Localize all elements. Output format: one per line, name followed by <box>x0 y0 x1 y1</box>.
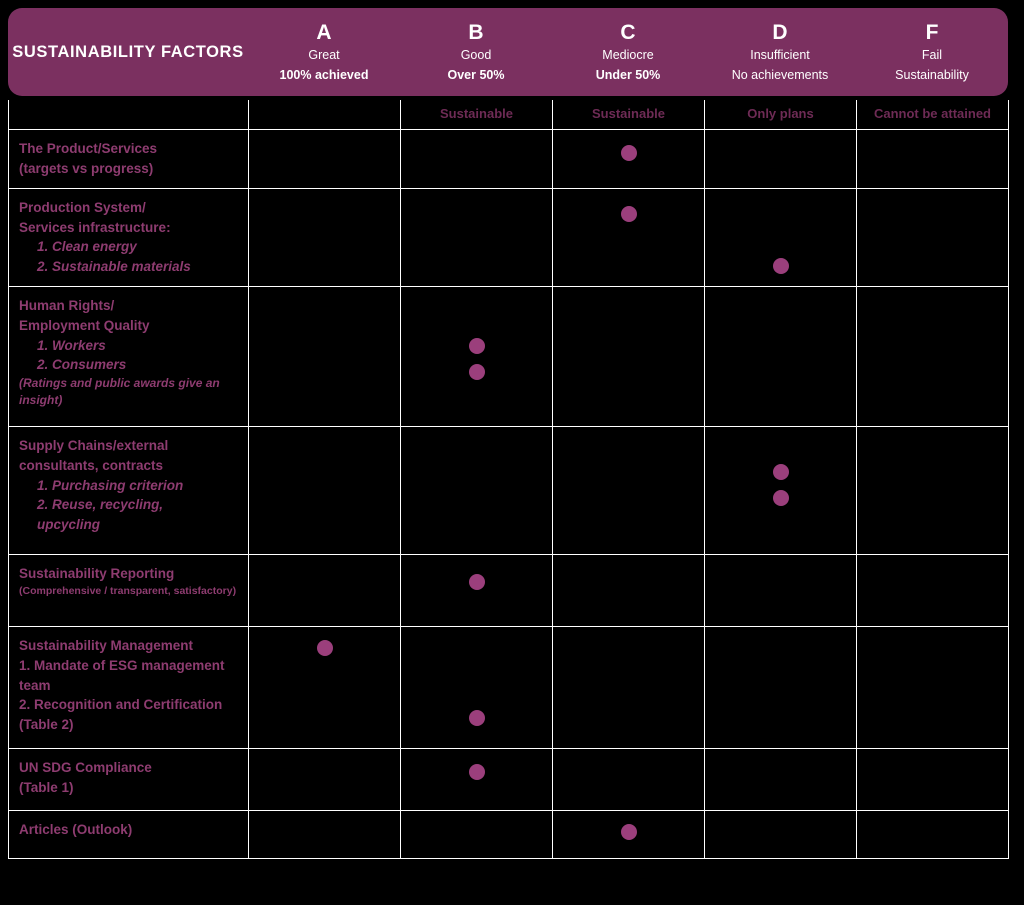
cell-production-system-d[interactable] <box>705 189 857 287</box>
cell-content <box>249 427 400 447</box>
grade-label-c: C <box>620 21 636 45</box>
cell-sustainability-management-c[interactable] <box>553 627 705 749</box>
rating-slot <box>401 569 552 595</box>
cell-content <box>249 189 400 209</box>
subheader-row <box>9 100 1009 130</box>
rating-dot <box>469 764 485 780</box>
rating-slot <box>705 485 856 511</box>
cell-production-system-a[interactable] <box>249 189 401 287</box>
cell-content <box>401 287 552 385</box>
grade-word-d: Insufficient <box>750 48 810 63</box>
cell-product-services-b[interactable] <box>401 130 553 189</box>
header-column-a <box>248 8 400 96</box>
rating-dot <box>317 640 333 656</box>
cell-sustainability-management-f[interactable] <box>857 627 1009 749</box>
cell-content <box>553 287 704 307</box>
table-row <box>9 189 1009 287</box>
subheader-label: Sustainable <box>592 106 665 121</box>
cell-content <box>401 427 552 447</box>
row-label-text: Human Rights/ Employment Quality 1. Workers 2. Consumers (Ratings and public awards give an insight) <box>19 298 220 408</box>
cell-content <box>401 130 552 150</box>
rating-dot <box>469 338 485 354</box>
cell-content <box>553 749 704 769</box>
cell-content <box>553 627 704 647</box>
cell-content <box>401 811 552 831</box>
cell-content <box>857 555 1008 575</box>
grade-word-f: Fail <box>921 48 943 63</box>
grade-desc-a: 100% achieved <box>279 67 369 82</box>
cell-content <box>249 627 400 661</box>
cell-content <box>553 189 704 227</box>
rating-dot <box>621 206 637 222</box>
cell-product-services-d[interactable] <box>705 130 857 189</box>
cell-production-system-b[interactable] <box>401 189 553 287</box>
cell-articles-outlook-c[interactable] <box>553 811 705 859</box>
cell-sustainability-reporting-a[interactable] <box>249 555 401 627</box>
subheader-cell-f <box>857 100 1009 130</box>
cell-articles-outlook-a[interactable] <box>249 811 401 859</box>
grade-label-f: F <box>925 21 939 45</box>
grade-word-b: Good <box>460 48 492 63</box>
rating-dot <box>469 574 485 590</box>
cell-supply-chains-f[interactable] <box>857 427 1009 555</box>
rating-dot <box>469 364 485 380</box>
subheader-cell-d <box>705 100 857 130</box>
grade-desc-c: Under 50% <box>595 67 661 82</box>
cell-sustainability-reporting-f[interactable] <box>857 555 1009 627</box>
cell-human-rights-f[interactable] <box>857 287 1009 427</box>
cell-articles-outlook-b[interactable] <box>401 811 553 859</box>
table-row <box>9 627 1009 749</box>
table-row <box>9 130 1009 189</box>
header-column-c <box>552 8 704 96</box>
row-label-text: The Product/Services (targets vs progress) <box>19 141 158 176</box>
row-label-text: Production System/ Services infrastructure: 1. Clean energy 2. Sustainable materials <box>19 200 191 274</box>
row-label-supply-chains <box>9 427 249 555</box>
rating-slot <box>401 759 552 785</box>
cell-content <box>401 627 552 731</box>
subheader-blank <box>9 100 249 130</box>
rating-slot <box>553 140 704 166</box>
cell-product-services-f[interactable] <box>857 130 1009 189</box>
row-label-human-rights <box>9 287 249 427</box>
cell-product-services-a[interactable] <box>249 130 401 189</box>
cell-supply-chains-d[interactable] <box>705 427 857 555</box>
cell-content <box>249 811 400 831</box>
row-label-text: Articles (Outlook) <box>19 822 133 838</box>
cell-content <box>553 130 704 166</box>
cell-sustainability-reporting-c[interactable] <box>553 555 705 627</box>
cell-human-rights-a[interactable] <box>249 287 401 427</box>
cell-sustainability-management-b[interactable] <box>401 627 553 749</box>
cell-content <box>401 189 552 209</box>
subheader-label: Only plans <box>747 106 814 121</box>
rating-slot <box>705 253 856 279</box>
subheader-cell-b <box>401 100 553 130</box>
row-label-text: Sustainability Management 1. Mandate of ESG management team 2. Recognition and Certification (Table 2) <box>19 638 225 732</box>
table-row <box>9 811 1009 859</box>
cell-content <box>705 749 856 769</box>
cell-content <box>857 811 1008 831</box>
cell-content <box>705 627 856 647</box>
rating-slot <box>553 201 704 227</box>
rating-slot <box>401 679 552 705</box>
grade-label-b: B <box>468 21 484 45</box>
header-column-f <box>856 8 1008 96</box>
cell-production-system-f[interactable] <box>857 189 1009 287</box>
cell-articles-outlook-d[interactable] <box>705 811 857 859</box>
cell-un-sdg-compliance-f[interactable] <box>857 749 1009 811</box>
cell-content <box>249 749 400 769</box>
rating-dot <box>469 710 485 726</box>
cell-sustainability-management-d[interactable] <box>705 627 857 749</box>
table-row <box>9 287 1009 427</box>
cell-content <box>249 555 400 575</box>
grade-desc-f: Sustainability <box>895 67 969 82</box>
grade-word-c: Mediocre <box>602 48 654 63</box>
rating-dot <box>621 145 637 161</box>
cell-content <box>705 555 856 575</box>
cell-human-rights-d[interactable] <box>705 287 857 427</box>
row-label-text: Sustainability Reporting (Comprehensive / transparent, satisfactory) <box>19 566 237 597</box>
cell-content <box>705 811 856 831</box>
cell-content <box>857 627 1008 647</box>
table-header <box>8 8 1008 96</box>
cell-content <box>401 749 552 785</box>
row-label-production-system <box>9 189 249 287</box>
subheader-label: Sustainable <box>440 106 513 121</box>
rating-dot <box>773 464 789 480</box>
row-label-sustainability-reporting <box>9 555 249 627</box>
rating-slot <box>401 359 552 385</box>
cell-human-rights-b[interactable] <box>401 287 553 427</box>
cell-content <box>249 287 400 307</box>
grade-desc-d: No achievements <box>731 67 829 82</box>
subheader-cell-c <box>553 100 705 130</box>
cell-supply-chains-a[interactable] <box>249 427 401 555</box>
cell-content <box>857 749 1008 769</box>
cell-un-sdg-compliance-a[interactable] <box>249 749 401 811</box>
header-column-d <box>704 8 856 96</box>
cell-content <box>705 287 856 307</box>
matrix-table <box>8 100 1009 859</box>
rating-slot <box>401 705 552 731</box>
table-row <box>9 555 1009 627</box>
cell-content <box>553 427 704 447</box>
cell-un-sdg-compliance-c[interactable] <box>553 749 705 811</box>
row-label-text: UN SDG Compliance (Table 1) <box>19 760 152 795</box>
cell-content <box>857 189 1008 209</box>
row-label-sustainability-management <box>9 627 249 749</box>
row-label-un-sdg-compliance <box>9 749 249 811</box>
grade-desc-b: Over 50% <box>447 67 505 82</box>
rating-slot <box>553 819 704 845</box>
rating-dot <box>773 490 789 506</box>
cell-articles-outlook-f[interactable] <box>857 811 1009 859</box>
cell-human-rights-c[interactable] <box>553 287 705 427</box>
cell-content <box>705 130 856 150</box>
cell-content <box>553 555 704 575</box>
cell-content <box>857 130 1008 150</box>
rating-dot <box>621 824 637 840</box>
cell-content <box>401 555 552 595</box>
cell-content <box>705 427 856 511</box>
subheader-label <box>249 100 400 129</box>
cell-un-sdg-compliance-b[interactable] <box>401 749 553 811</box>
subheader-label: Cannot be attained <box>873 106 991 121</box>
grade-label-a: A <box>316 21 332 45</box>
cell-production-system-c[interactable] <box>553 189 705 287</box>
cell-product-services-c[interactable] <box>553 130 705 189</box>
rating-slot <box>249 635 400 661</box>
cell-content <box>705 189 856 279</box>
header-column-b <box>400 8 552 96</box>
rating-slot <box>705 459 856 485</box>
cell-sustainability-reporting-b[interactable] <box>401 555 553 627</box>
cell-content <box>857 287 1008 307</box>
rating-slot <box>705 227 856 253</box>
subheader-cell-a <box>249 100 401 130</box>
row-label-articles-outlook <box>9 811 249 859</box>
rating-slot <box>401 333 552 359</box>
cell-content <box>857 427 1008 447</box>
cell-sustainability-management-a[interactable] <box>249 627 401 749</box>
cell-sustainability-reporting-d[interactable] <box>705 555 857 627</box>
cell-content <box>553 811 704 845</box>
table-row <box>9 427 1009 555</box>
grade-label-d: D <box>772 21 788 45</box>
table-row <box>9 749 1009 811</box>
grade-word-a: Great <box>308 48 340 63</box>
cell-supply-chains-b[interactable] <box>401 427 553 555</box>
row-label-product-services <box>9 130 249 189</box>
cell-supply-chains-c[interactable] <box>553 427 705 555</box>
rating-dot <box>773 258 789 274</box>
cell-un-sdg-compliance-d[interactable] <box>705 749 857 811</box>
cell-content <box>249 130 400 150</box>
page-title: SUSTAINABILITY FACTORS <box>12 42 244 61</box>
row-label-text: Supply Chains/external consultants, contracts 1. Purchasing criterion 2. Reuse, recycling, upcycling <box>19 438 184 532</box>
